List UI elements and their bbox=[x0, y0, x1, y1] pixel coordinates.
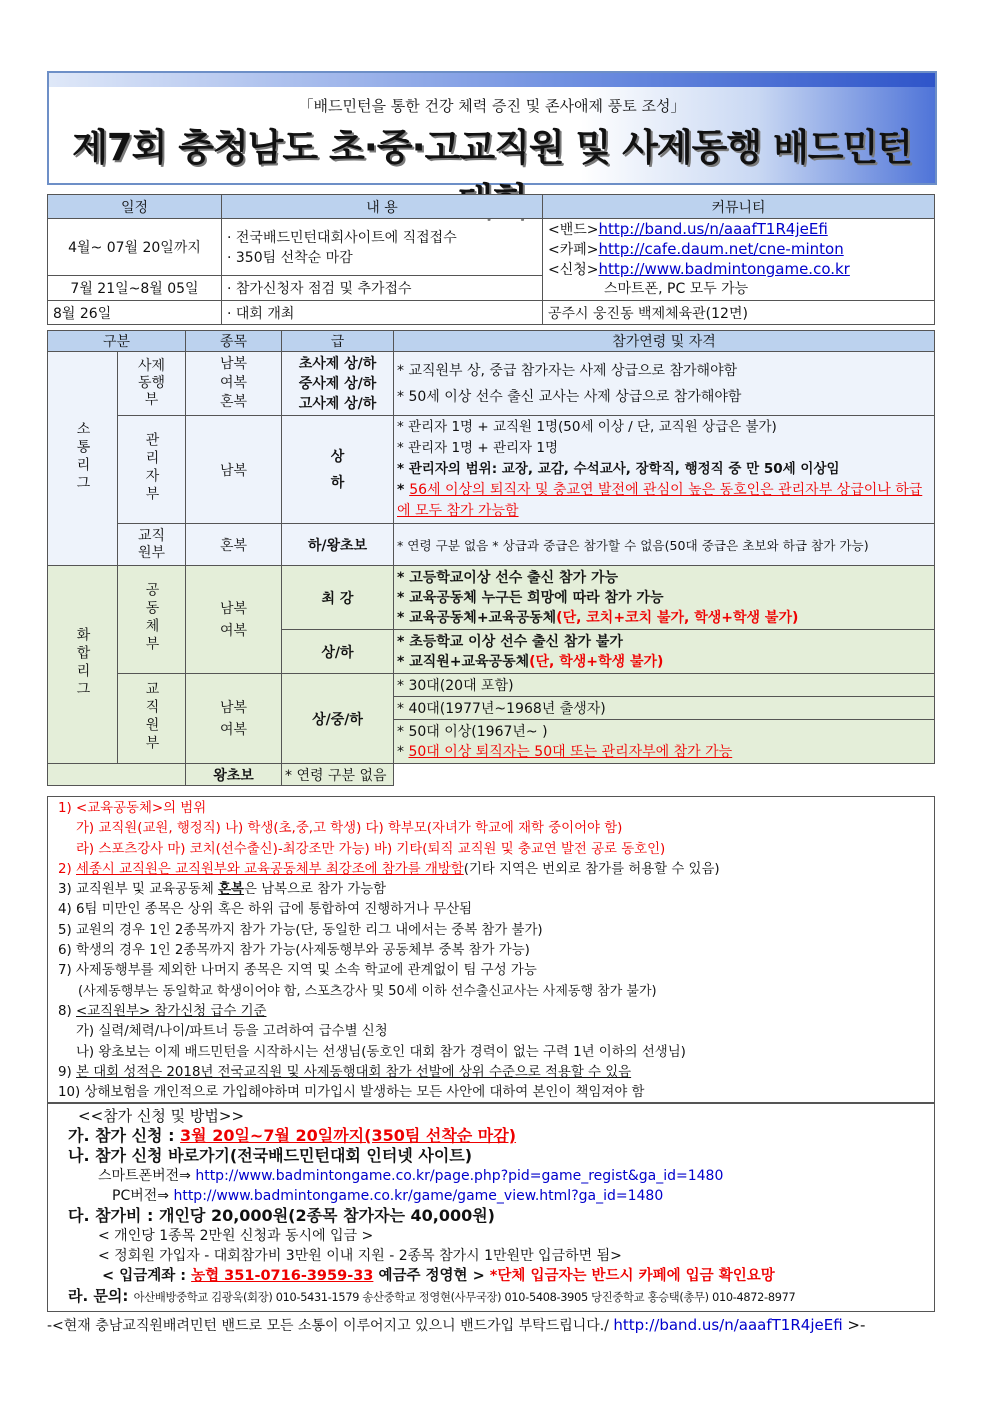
apply-section bbox=[47, 1103, 935, 1312]
note-text: <교직원부> 참가신청 급수 기준 bbox=[76, 1003, 267, 1019]
schedule-date: 8월 26일 bbox=[48, 301, 222, 325]
note-text: 9) bbox=[58, 1064, 77, 1080]
qual-line: * 관리자의 범위: 교장, 교감, 수석교사, 장학직, 행정직 중 만 50세 이상임 bbox=[397, 461, 840, 477]
header-banner bbox=[47, 71, 937, 185]
division-sajae: 사제동행부 bbox=[118, 352, 186, 416]
qual-cell: * 연령 구분 없음 bbox=[282, 764, 394, 786]
qual-cell: * 30대(20대 포함) bbox=[394, 674, 935, 697]
apply-b: 나. 참가 신청 바로가기(전국배드민턴대회 인터넷 사이트) bbox=[68, 1146, 473, 1165]
event-cell bbox=[186, 674, 282, 764]
mobile-link[interactable]: http://www.badmintongame.co.kr/page.php?pid=game_regist&ga_id=1480 bbox=[195, 1168, 724, 1184]
schedule-content: · 참가신청자 점검 및 추가접수 bbox=[222, 276, 543, 301]
qual-cell bbox=[394, 720, 935, 764]
apply-text: PC버전⇒ bbox=[112, 1188, 174, 1204]
qual-bullet: * bbox=[397, 743, 409, 760]
band-link[interactable]: http://band.us/n/aaafT1R4jeEfi bbox=[598, 220, 828, 238]
event-name: 여복 bbox=[219, 375, 248, 391]
events-header-event: 종목 bbox=[186, 331, 282, 352]
note-2 bbox=[58, 860, 924, 880]
events-header-grade: 급 bbox=[282, 331, 394, 352]
apply-text: *단체 입금자는 반드시 카페에 입금 확인요망 bbox=[489, 1268, 775, 1284]
qual-highlight: 50대 이상 퇴직자는 50대 또는 관리자부에 참가 가능 bbox=[408, 743, 733, 760]
note-6: 6) 학생의 경우 1인 2종목까지 참가 가능(사제동행부와 공동체부 중복 참가 가능) bbox=[58, 943, 530, 959]
note-1a: 가) 교직원(교원, 행정직) 나) 학생(초,중,고 학생) 다) 학부모(자녀가 학교에 재학 중이어야 함) bbox=[76, 821, 623, 837]
grade-cell bbox=[282, 352, 394, 416]
apply-a bbox=[68, 1126, 924, 1146]
schedule-table bbox=[47, 194, 935, 325]
community-cell bbox=[543, 219, 935, 301]
division-label: 교직원부 bbox=[143, 680, 160, 753]
note-text: 1) <교육공동체>의 범위 bbox=[58, 801, 207, 816]
apply-c-note1: < 개인당 1종목 2만원 신청과 동시에 입금 > bbox=[98, 1228, 374, 1244]
note-text: 은 남복으로 참가 가능함 bbox=[244, 882, 387, 898]
note-text: (기타 지역은 번외로 참가를 허용할 수 있음) bbox=[463, 861, 720, 877]
grade-cell: 상/하 bbox=[282, 630, 394, 674]
apply-d bbox=[68, 1286, 924, 1308]
spacer bbox=[48, 764, 186, 786]
qual-cell: * 40대(1977년~1968년 출생자) bbox=[394, 697, 935, 720]
grade-cell: 하/왕초보 bbox=[282, 524, 394, 566]
footer-band-link[interactable]: http://band.us/n/aaafT1R4jeEfi bbox=[613, 1316, 843, 1334]
qual-line: * 교육공동체 누구든 희망에 따라 참가 가능 bbox=[397, 589, 664, 606]
grade-name: 고사제 상/하 bbox=[298, 395, 377, 412]
apply-heading: <<참가 신청 및 방법>> bbox=[78, 1107, 245, 1125]
division-staff2 bbox=[118, 674, 186, 764]
league-hwahap bbox=[48, 566, 118, 764]
league-label: 화합리그 bbox=[74, 626, 91, 699]
apply-period: 3월 20일~7월 20일까지(350팀 선착순 마감) bbox=[180, 1126, 517, 1145]
apply-c: 다. 참가비 : 개인당 20,000원(2종목 참가자는 40,000원) bbox=[68, 1206, 495, 1225]
division-label: 관리자부 bbox=[143, 431, 160, 504]
grade-name: 하 bbox=[330, 474, 345, 491]
account-number: 농협 351-0716-3959-33 bbox=[191, 1268, 374, 1284]
division-staff: 교직원부 bbox=[118, 524, 186, 566]
apply-mobile bbox=[68, 1166, 924, 1186]
qual-line: * 관리자 1명 + 관리자 1명 bbox=[397, 440, 559, 456]
note-7: 7) 사제동행부를 제외한 나머지 종목은 지역 및 소속 학교에 관계없이 팀 구성 가능 bbox=[58, 963, 537, 979]
event-name: 남복 bbox=[219, 600, 248, 617]
qual-highlight: (단, 학생+학생 불가) bbox=[529, 653, 664, 670]
league-label: 소통리그 bbox=[74, 420, 91, 493]
footer-end: >- bbox=[842, 1316, 866, 1334]
apply-c-note2: < 정회원 가입자 - 대회참가비 3만원 이내 지원 - 2종목 참가시 1만원만 입금하면 됨> bbox=[98, 1248, 622, 1264]
apply-text: 라. 문의: bbox=[68, 1287, 134, 1305]
event-name: 여복 bbox=[219, 622, 248, 639]
apply-text: 예금주 정영현 > bbox=[373, 1268, 490, 1284]
grade-name: 중사제 상/하 bbox=[298, 375, 377, 392]
note-5: 5) 교원의 경우 1인 2종목까지 참가 가능(단, 동일한 리그 내에서는 중복 참가 불가) bbox=[58, 922, 543, 938]
footer-text: -<현재 충남교직원배려민턴 밴드로 모든 소통이 이루어지고 있으니 밴드가입 부탁드립니다./ bbox=[47, 1318, 614, 1334]
note-text: 8) bbox=[58, 1003, 77, 1019]
cafe-link[interactable]: http://cafe.daum.net/cne-minton bbox=[598, 240, 844, 258]
note-text: 혼복 bbox=[218, 882, 244, 898]
event-cell: 남복 bbox=[186, 416, 282, 524]
pc-link[interactable]: http://www.badmintongame.co.kr/game/game_view.html?ga_id=1480 bbox=[173, 1188, 664, 1204]
division-community bbox=[118, 566, 186, 674]
events-header-div: 구분 bbox=[48, 331, 186, 352]
qual-line: * 교육공동체+교육공동체 bbox=[397, 609, 557, 626]
note-4: 4) 6팀 미만인 종목은 상위 혹은 하위 급에 통합하여 진행하거나 무산됨 bbox=[58, 902, 473, 918]
note-text: 3) 교직원부 및 교육공동체 bbox=[58, 882, 219, 898]
schedule-date: 4월~ 07월 20일까지 bbox=[48, 219, 222, 276]
event-cell bbox=[186, 566, 282, 674]
note-10: 10) 상해보험을 개인적으로 가입해야하며 미가입시 발생하는 모든 사안에 대하여 본인이 책임져야 함 bbox=[58, 1085, 645, 1101]
qual-line: * 교직원부 상, 중급 참가자는 사제 상급으로 참가해야함 bbox=[397, 362, 738, 379]
schedule-header-community: 커뮤니티 bbox=[543, 195, 935, 219]
event-name: 남복 bbox=[219, 356, 248, 372]
footer bbox=[47, 1314, 935, 1336]
grade-cell: 최 강 bbox=[282, 566, 394, 630]
schedule-content: · 대회 개최 bbox=[222, 301, 543, 325]
grade-cell bbox=[282, 416, 394, 524]
event-name: 혼복 bbox=[219, 394, 248, 410]
qual-highlight: 56세 이상의 퇴직자 및 충교연 발전에 관심이 높은 동호인은 관리자부 상급이나 하급에 모두 참가 가능함 bbox=[397, 482, 923, 519]
apply-label: <신청> bbox=[548, 262, 599, 278]
schedule-header-date: 일정 bbox=[48, 195, 222, 219]
event-name: 남복 bbox=[219, 699, 248, 716]
division-label: 공동체부 bbox=[143, 581, 160, 654]
note-text: 세종시 교직원은 교직원부와 교육공동체부 최강조에 참가를 개방함 bbox=[76, 861, 464, 877]
qual-line: * 관리자 1명 + 교직원 1명(50세 이상 / 단, 교직원 상급은 불가) bbox=[397, 419, 777, 435]
note-text: 본 대회 성적은 2018년 전국교직원 및 사제동행대회 참가 선발에 상위 수준으로 적용할 수 있음 bbox=[76, 1064, 632, 1080]
schedule-date: 7월 21일~8월 05일 bbox=[48, 276, 222, 301]
qual-line: * 50대 이상(1967년~ ) bbox=[397, 723, 548, 740]
event-cell: 혼복 bbox=[186, 524, 282, 566]
qual-bullet: * bbox=[397, 482, 410, 498]
note-1b: 라) 스포츠강사 마) 코치(선수출신)-최강조만 가능) 바) 기타(퇴직 교직원 및 충교연 발전 공로 동호인) bbox=[76, 841, 666, 857]
notes-section bbox=[47, 796, 935, 1103]
division-admin bbox=[118, 416, 186, 524]
grade-name: 초사제 상/하 bbox=[298, 355, 377, 372]
apply-link[interactable]: http://www.badmintongame.co.kr bbox=[598, 260, 850, 278]
qual-cell bbox=[394, 352, 935, 416]
note-9 bbox=[58, 1063, 924, 1083]
qual-line: * 고등학교이상 선수 출신 참가 가능 bbox=[397, 569, 619, 586]
events-table bbox=[47, 330, 935, 786]
qual-cell bbox=[394, 416, 935, 524]
contact-info: 아산배방중학교 김광욱(회장) 010-5431-1579 송산중학교 정영현(사무국장) 010-5408-3905 당진중학교 홍승택(총무) 010-4872-8977 bbox=[133, 1291, 796, 1304]
qual-cell: * 연령 구분 없음 * 상급과 중급은 참가할 수 없음(50대 중급은 초보와 하급 참가 가능) bbox=[394, 524, 935, 566]
qual-cell bbox=[394, 566, 935, 630]
schedule-content-line: · 350팀 선착순 마감 bbox=[227, 250, 353, 267]
apply-note: 스마트폰, PC 모두 가능 bbox=[604, 281, 749, 297]
grade-cell: 왕초보 bbox=[186, 764, 282, 786]
header-bar bbox=[49, 73, 935, 87]
note-1 bbox=[58, 799, 924, 819]
qual-line: * 50세 이상 선수 출신 교사는 사제 상급으로 참가해야함 bbox=[397, 388, 742, 405]
league-sotong bbox=[48, 352, 118, 566]
qual-line: * 초등학교 이상 선수 출신 참가 불가 bbox=[397, 633, 623, 650]
apply-text: 가. 참가 신청 : bbox=[68, 1126, 181, 1145]
schedule-header-content: 내 용 bbox=[222, 195, 543, 219]
qual-highlight: (단, 코치+코치 불가, 학생+학생 불가) bbox=[556, 609, 799, 626]
venue: 공주시 웅진동 백제체육관(12면) bbox=[543, 301, 935, 325]
note-8d: 나) 왕초보는 이제 배드민턴을 시작하시는 선생님(동호인 대회 참가 경력이 없는 구력 1년 이하의 선생님) bbox=[76, 1044, 686, 1060]
apply-text: 스마트폰버전⇒ bbox=[98, 1168, 196, 1184]
note-text: 2) bbox=[58, 861, 77, 877]
event-cell bbox=[186, 352, 282, 416]
schedule-content-line: · 전국배드민턴대회사이트에 직접접수 bbox=[227, 230, 457, 247]
note-8c: 가) 실력/체력/나이/파트너 등을 고려하여 급수별 신청 bbox=[76, 1024, 388, 1040]
schedule-content bbox=[222, 219, 543, 276]
grade-cell: 상/중/하 bbox=[282, 674, 394, 764]
apply-pc bbox=[68, 1186, 924, 1206]
grade-name: 상 bbox=[330, 448, 345, 465]
apply-text: < 입금계좌 : bbox=[102, 1268, 192, 1284]
note-7a: (사제동행부는 동일학교 학생이어야 함, 스포츠강사 및 50세 이하 선수출신교사는 사제동행 참가 불가) bbox=[78, 983, 657, 999]
note-8 bbox=[58, 1002, 924, 1022]
note-3 bbox=[58, 880, 924, 900]
events-header-qual: 참가연령 및 자격 bbox=[394, 331, 935, 352]
apply-account bbox=[68, 1266, 924, 1286]
qual-line: * 교직원+교육공동체 bbox=[397, 653, 530, 670]
cafe-label: <카페> bbox=[548, 242, 599, 258]
page-title: 제7회 충청남도 초·중·고교직원 및 사제동행 배드민턴 bbox=[72, 126, 912, 169]
event-name: 여복 bbox=[219, 721, 248, 738]
qual-cell bbox=[394, 630, 935, 674]
header-subtitle: 「배드민턴을 통한 건강 체력 증진 및 존사애제 풍토 조성」 bbox=[298, 97, 686, 115]
band-label: <밴드> bbox=[548, 222, 599, 238]
